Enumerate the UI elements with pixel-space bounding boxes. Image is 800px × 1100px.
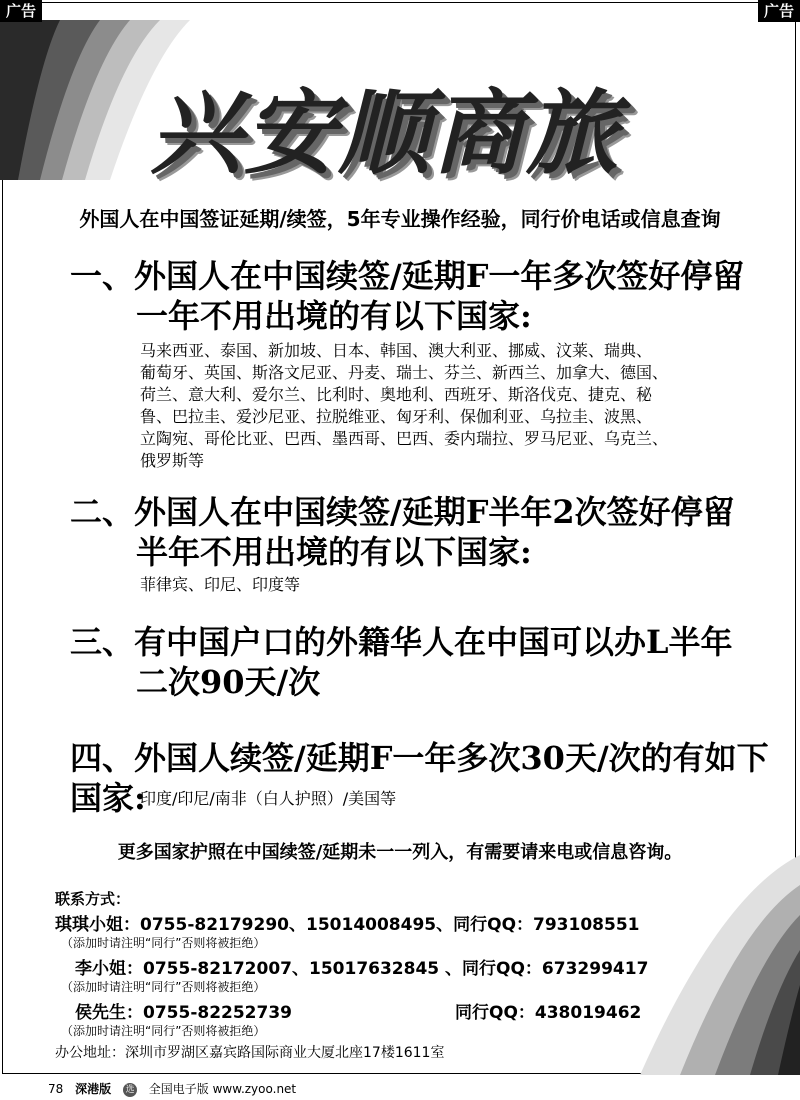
ad-tag-left: 广告: [0, 0, 42, 22]
page-footer: [0, 1078, 800, 1100]
section-3-heading: [70, 622, 733, 702]
section-3-line-2: 二次90天/次: [136, 663, 321, 701]
section-2-heading: [70, 492, 735, 572]
contact-text: 琪琪小姐：0755-82179290、15014008495、同行QQ：793108551: [55, 915, 640, 935]
list-line: 荷兰、意大利、爱尔兰、比利时、奥地利、西班牙、斯洛伐克、捷克、秘: [140, 385, 653, 404]
contact-line: [55, 910, 735, 934]
contact-text: 侯先生：0755-82252739: [75, 1003, 292, 1023]
office-address: 办公地址：深圳市罗湖区嘉宾路国际商业大厦北座17楼1611室: [55, 1045, 445, 1061]
contact-title: 联系方式：: [55, 890, 131, 908]
contact-qq: 同行QQ：438019462: [455, 1003, 642, 1023]
ad-tag-right: 广告: [758, 0, 800, 22]
list-line: 俄罗斯等: [140, 451, 205, 470]
contact-line: [55, 998, 735, 1022]
section-1-line-2: 一年不用出境的有以下国家:: [136, 297, 532, 335]
publication-logo-icon: 选: [123, 1083, 137, 1097]
section-2-country-list: [140, 574, 760, 596]
section-1-line-1: 一、外国人在中国续签/延期F一年多次签好停留: [70, 257, 745, 295]
notice-text: 更多国家护照在中国续签/延期未一一列入，有需要请来电或信息咨询。: [117, 842, 683, 863]
contact-note: （添加时请注明“同行”否则将被拒绝）: [61, 980, 266, 994]
list-line: 马来西亚、泰国、新加坡、日本、韩国、澳大利亚、挪威、汶莱、瑞典、: [140, 341, 653, 360]
section-4-country-list: [140, 788, 760, 810]
contact-line: [55, 954, 735, 978]
brand-title: 兴安顺商旅: [150, 80, 621, 187]
contact-text: 李小姐：0755-82172007、15017632845 、同行QQ：673299417: [75, 959, 649, 979]
section-3-line-1: 三、有中国户口的外籍华人在中国可以办L半年: [70, 623, 733, 661]
contact-block: [55, 888, 735, 1064]
section-2-line-2: 半年不用出境的有以下国家:: [136, 533, 532, 571]
section-1-country-list: [140, 340, 760, 472]
section-1-heading: [70, 256, 744, 336]
contact-note: （添加时请注明“同行”否则将被拒绝）: [61, 936, 266, 950]
list-line: 鲁、巴拉圭、爱沙尼亚、拉脱维亚、匈牙利、保伽利亚、乌拉圭、波黑、: [140, 407, 653, 426]
edition-label: 深港版: [75, 1082, 112, 1096]
section-2-line-1: 二、外国人在中国续签/延期F半年2次签好停留: [70, 493, 735, 531]
list-line: 葡萄牙、英国、斯洛文尼亚、丹麦、瑞士、芬兰、新西兰、加拿大、德国、: [140, 363, 669, 382]
list-line: 菲律宾、印尼、印度等: [140, 575, 301, 594]
site-link[interactable]: 全国电子版 www.zyoo.net: [148, 1082, 297, 1096]
page-number: 78: [48, 1082, 64, 1096]
list-line: 印度/印尼/南非（白人护照）/美国等: [140, 789, 397, 808]
section-4-line-1: 四、外国人续签/延期F一年多次30天/次的有如下国家:: [70, 739, 769, 817]
subtitle: 外国人在中国签证延期/续签，5年专业操作经验，同行价电话或信息查询: [79, 207, 721, 231]
list-line: 立陶宛、哥伦比亚、巴西、墨西哥、巴西、委内瑞拉、罗马尼亚、乌克兰、: [140, 429, 669, 448]
contact-note: （添加时请注明“同行”否则将被拒绝）: [61, 1024, 266, 1038]
